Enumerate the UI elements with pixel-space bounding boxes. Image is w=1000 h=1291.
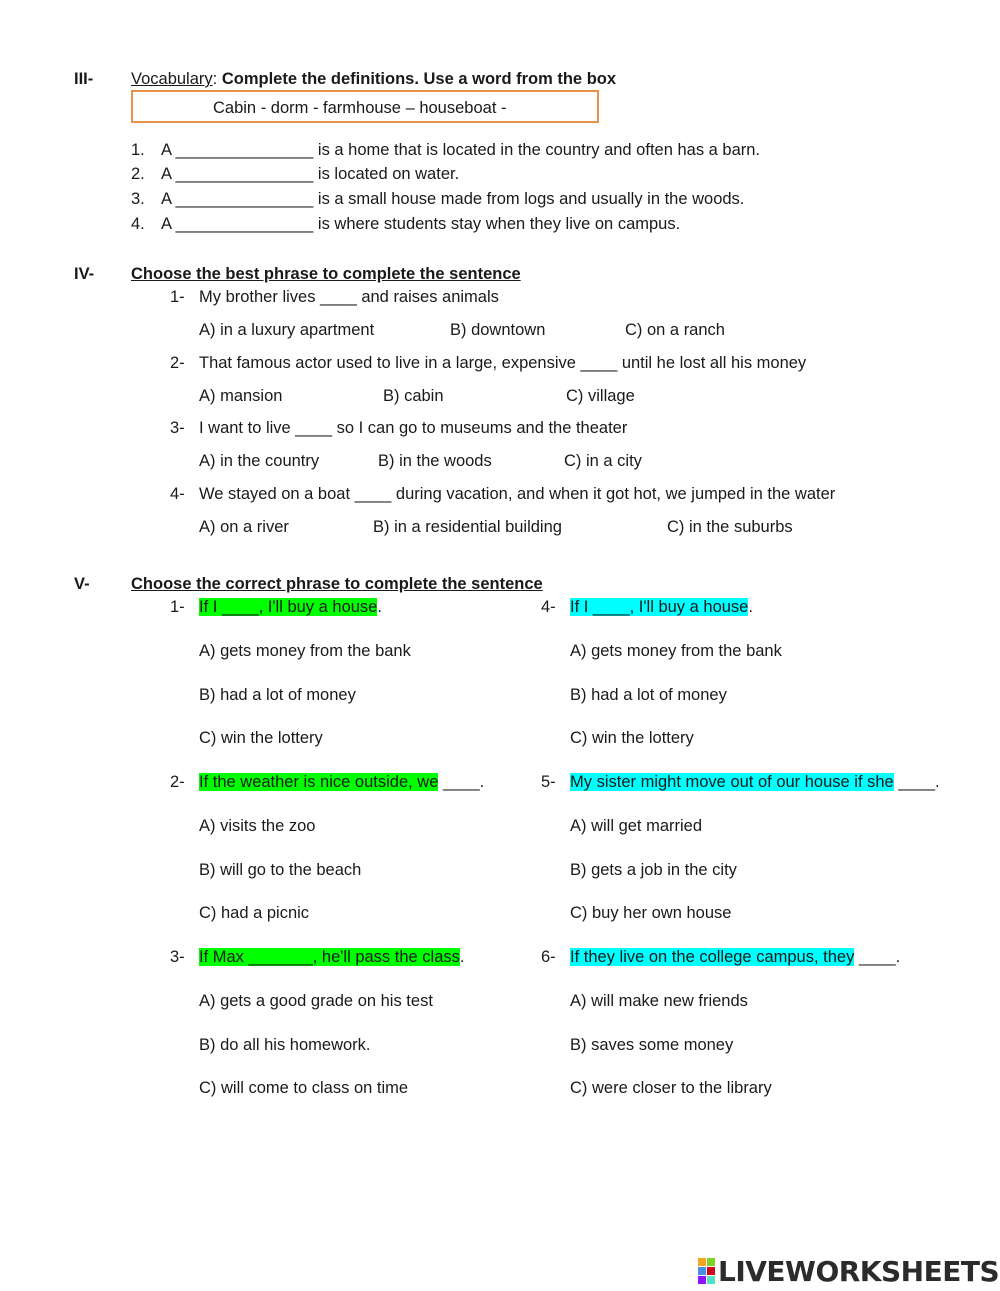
question-number: 1- <box>170 288 185 306</box>
vocab-item-text[interactable]: A _______________ is a home that is located in the country and often has a barn. <box>161 141 761 159</box>
section-3-title-instruction: Complete the definitions. Use a word from the box <box>221 70 617 88</box>
option-c[interactable]: C) in a city <box>564 452 642 470</box>
liveworksheets-logo <box>698 1256 999 1286</box>
section-4-title: Choose the best phrase to complete the sentence <box>131 265 521 283</box>
section-3-title-prefix: Vocabulary <box>131 70 213 88</box>
option-b[interactable]: B) had a lot of money <box>570 686 727 704</box>
option-b[interactable]: B) do all his homework. <box>199 1036 371 1054</box>
question-number: 3- <box>170 419 185 437</box>
highlighted-stem: If Max _______, he'll pass the class <box>199 948 460 966</box>
vocab-item-text[interactable]: A _______________ is where students stay when they live on campus. <box>161 215 681 233</box>
highlighted-stem: If I ____, I'll buy a house <box>570 598 749 616</box>
question-number: 1- <box>170 598 185 616</box>
highlighted-stem: If the weather is nice outside, we <box>199 773 439 791</box>
option-a[interactable]: A) mansion <box>199 387 283 405</box>
option-c[interactable]: C) in the suburbs <box>667 518 793 536</box>
section-3-title-colon: : <box>212 70 218 88</box>
vocab-item-number: 1. <box>131 141 145 159</box>
option-a[interactable]: A) will make new friends <box>570 992 748 1010</box>
question-number: 2- <box>170 354 185 372</box>
option-b[interactable]: B) cabin <box>383 387 444 405</box>
stem-tail: ____. <box>893 773 940 791</box>
section-3-number: III- <box>74 70 94 88</box>
option-a[interactable]: A) in the country <box>199 452 320 470</box>
option-b[interactable]: B) had a lot of money <box>199 686 356 704</box>
stem-tail: . <box>748 598 753 616</box>
question-number: 5- <box>541 773 556 791</box>
question-text: We stayed on a boat ____ during vacation, and when it got hot, we jumped in the water <box>199 485 836 503</box>
question-text: My brother lives ____ and raises animals <box>199 288 499 306</box>
option-a[interactable]: A) gets money from the bank <box>570 642 782 660</box>
question-text: That famous actor used to live in a large, expensive ____ until he lost all his money <box>199 354 807 372</box>
stem-tail: . <box>377 598 382 616</box>
vocab-item-number: 4. <box>131 215 145 233</box>
question-number: 6- <box>541 948 556 966</box>
section-3-title <box>131 69 616 89</box>
highlighted-stem: If I ____, I'll buy a house <box>199 598 378 616</box>
highlighted-stem: My sister might move out of our house if she <box>570 773 894 791</box>
option-b[interactable]: B) in a residential building <box>373 518 562 536</box>
question-text <box>199 597 382 617</box>
question-number: 2- <box>170 773 185 791</box>
option-a[interactable]: A) gets a good grade on his test <box>199 992 433 1010</box>
stem-tail: ____. <box>438 773 485 791</box>
word-box <box>131 90 599 123</box>
stem-tail: ____. <box>854 948 901 966</box>
liveworksheets-logo-icon <box>698 1258 715 1284</box>
option-b[interactable]: B) gets a job in the city <box>570 861 737 879</box>
question-number: 4- <box>541 598 556 616</box>
section-4-number: IV- <box>74 265 95 283</box>
option-c[interactable]: C) on a ranch <box>625 321 725 339</box>
option-a[interactable]: A) gets money from the bank <box>199 642 411 660</box>
option-a[interactable]: A) will get married <box>570 817 703 835</box>
option-b[interactable]: B) will go to the beach <box>199 861 362 879</box>
option-c[interactable]: C) village <box>566 387 635 405</box>
option-b[interactable]: B) in the woods <box>378 452 492 470</box>
vocab-item-text[interactable]: A _______________ is a small house made from logs and usually in the woods. <box>161 190 745 208</box>
highlighted-stem: If they live on the college campus, they <box>570 948 855 966</box>
option-c[interactable]: C) had a picnic <box>199 904 310 922</box>
question-text <box>199 947 464 967</box>
question-text <box>570 772 940 792</box>
question-number: 3- <box>170 948 185 966</box>
vocab-item-text[interactable]: A _______________ is located on water. <box>161 165 460 183</box>
option-a[interactable]: A) on a river <box>199 518 289 536</box>
option-b[interactable]: B) downtown <box>450 321 546 339</box>
option-b[interactable]: B) saves some money <box>570 1036 734 1054</box>
question-number: 4- <box>170 485 185 503</box>
stem-tail: . <box>459 948 465 966</box>
section-5-number: V- <box>74 575 90 593</box>
question-text: I want to live ____ so I can go to museums and the theater <box>199 419 628 437</box>
option-a[interactable]: A) visits the zoo <box>199 817 316 835</box>
option-c[interactable]: C) win the lottery <box>570 729 694 747</box>
option-c[interactable]: C) were closer to the library <box>570 1079 772 1097</box>
word-box-text: Cabin - dorm - farmhouse – houseboat - <box>213 99 507 117</box>
logo-text: LIVEWORKSHEETS <box>718 1254 1000 1288</box>
vocab-item-number: 2. <box>131 165 145 183</box>
question-text <box>570 947 900 967</box>
option-c[interactable]: C) will come to class on time <box>199 1079 409 1097</box>
vocab-item-number: 3. <box>131 190 145 208</box>
option-c[interactable]: C) win the lottery <box>199 729 323 747</box>
option-a[interactable]: A) in a luxury apartment <box>199 321 375 339</box>
question-text <box>199 772 484 792</box>
option-c[interactable]: C) buy her own house <box>570 904 732 922</box>
question-text <box>570 597 753 617</box>
section-5-title: Choose the correct phrase to complete the sentence <box>131 575 543 593</box>
